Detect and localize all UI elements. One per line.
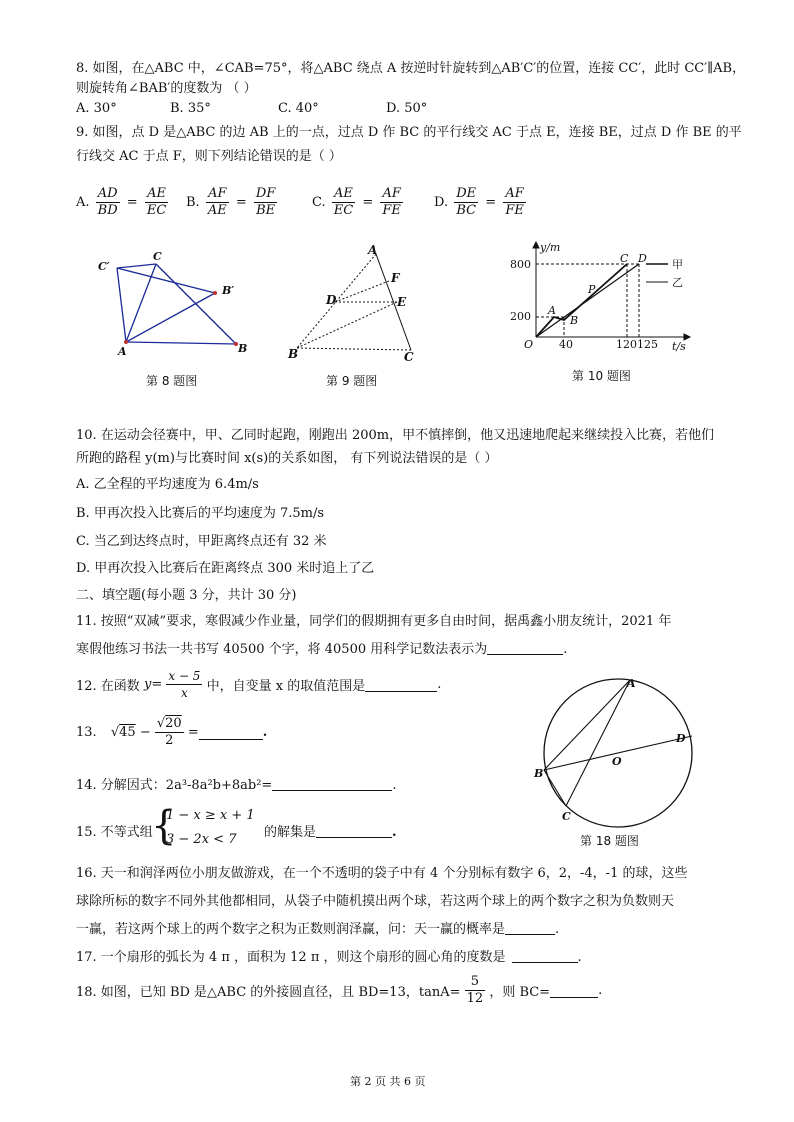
line-jia bbox=[536, 264, 627, 337]
y-tick-200: 200 bbox=[510, 310, 531, 323]
q15-pre: 15. 不等式组 bbox=[76, 825, 153, 840]
label-c: C bbox=[562, 810, 571, 823]
label-b1: B′ bbox=[222, 284, 235, 297]
q11-line2: 寒假他练习书法一共书写 40500 个字，将 40500 用科学记数法表示为 . bbox=[76, 642, 568, 657]
q9-line2: 行线交 AC 于点 F，则下列结论错误的是（ ） bbox=[76, 149, 342, 164]
label-d: D bbox=[326, 293, 337, 307]
point-d-label: D bbox=[638, 252, 647, 265]
figure-10 bbox=[504, 240, 704, 355]
q16-line1: 16. 天一和润泽两位小朋友做游戏，在一个不透明的袋子中有 4 个分别标有数字 6，2，-4，-1 的球，这些 bbox=[76, 866, 688, 881]
x-tick-40: 40 bbox=[559, 338, 573, 351]
figure-9 bbox=[284, 240, 434, 365]
point-b1 bbox=[213, 291, 217, 295]
label-c1: C′ bbox=[98, 260, 110, 273]
q11-line1: 11. 按照“双减”要求，寒假减少作业量，同学们的假期拥有更多自由时间，据禹鑫小朋友统计，2021 年 bbox=[76, 614, 672, 629]
q10-line2: 所跑的路程 y(m)与比赛时间 x(s)的关系如图， 有下列说法错误的是（ ） bbox=[76, 451, 498, 466]
figure-18 bbox=[530, 670, 700, 830]
segment-b-c bbox=[544, 770, 566, 806]
q10-option-b: B. 甲再次投入比赛后的平均速度为 7.5m/s bbox=[76, 506, 325, 521]
q17: 17. 一个扇形的弧长为 4 π ，面积为 12 π ，则这个扇形的圆心角的度数是 . bbox=[76, 950, 582, 965]
q13: 13. √45 − $\frac{√20}{2}$ = . bbox=[76, 716, 268, 748]
q12-answer-blank[interactable] bbox=[365, 677, 437, 692]
y-axis-arrow bbox=[533, 242, 539, 248]
q10-option-c: C. 当乙到达终点时，甲距离终点还有 32 米 bbox=[76, 534, 327, 549]
q14-answer-blank[interactable] bbox=[272, 776, 392, 791]
q8-option-d: D. 50° bbox=[386, 101, 428, 116]
label-b: B bbox=[238, 342, 248, 355]
label-d: D bbox=[676, 732, 686, 745]
q16-line2: 球除所标的数字不同外其他都相同，从袋子中随机摸出两个球，若这两个球上的两个数字之积为负数则天 bbox=[76, 894, 675, 909]
q10-option-d: D. 甲再次投入比赛后在距离终点 300 米时追上了乙 bbox=[76, 561, 375, 576]
segment-a-c bbox=[126, 264, 156, 342]
segment-c1-b1 bbox=[117, 268, 215, 293]
legend-yi-label: 乙 bbox=[672, 276, 683, 289]
q10-option-a: A. 乙全程的平均速度为 6.4m/s bbox=[76, 477, 259, 492]
segment-c1-a bbox=[117, 268, 126, 342]
x-axis-label: t/s bbox=[672, 340, 686, 353]
figure-18-caption: 第 18 题图 bbox=[580, 834, 639, 848]
label-b: B bbox=[288, 347, 299, 361]
q15-answer-blank[interactable] bbox=[316, 823, 392, 838]
label-c: C bbox=[404, 350, 414, 364]
figure-10-caption: 第 10 题图 bbox=[572, 369, 631, 383]
origin-label: O bbox=[524, 338, 534, 351]
legend-jia-label: 甲 bbox=[672, 258, 683, 271]
q9-line1: 9. 如图，点 D 是△ABC 的边 AB 上的一点，过点 D 作 BC 的平行线交 AC 于点 E，连接 BE，过点 D 作 BE 的平 bbox=[76, 125, 742, 140]
label-c: C bbox=[153, 250, 162, 263]
label-f: F bbox=[391, 271, 400, 285]
figure-8-caption: 第 8 题图 bbox=[146, 374, 198, 388]
page-footer: 第 2 页 共 6 页 bbox=[350, 1075, 426, 1088]
q8-option-a: A. 30° bbox=[76, 101, 117, 116]
y-axis-label: y/m bbox=[540, 241, 561, 254]
q9-option-d: D. $\frac{DE}{BC}$ = $\frac{AF}{FE}$ bbox=[434, 186, 524, 218]
q8-line1: 8. 如图，在△ABC 中，∠CAB=75°，将△ABC 绕点 A 按逆时针旋转到△AB′C′的位置，连接 CC′，此时 CC′∥AB， bbox=[76, 61, 746, 76]
q16-answer-blank[interactable] bbox=[505, 920, 555, 935]
figure-8 bbox=[96, 248, 266, 368]
q14: 14. 分解因式：2a³-8a²b+8ab²= . bbox=[76, 778, 397, 793]
label-a: A bbox=[627, 677, 636, 690]
segment-a-c bbox=[566, 680, 630, 806]
q8-option-b: B. 35° bbox=[170, 101, 211, 116]
q8-line2: 则旋转角∠BAB′的度数为 （ ） bbox=[76, 81, 257, 96]
q17-answer-blank[interactable] bbox=[512, 948, 578, 963]
q11-answer-blank[interactable] bbox=[487, 640, 563, 655]
q15-inequality-2: 3 − 2x < 7 bbox=[166, 832, 237, 847]
y-tick-800: 800 bbox=[510, 258, 531, 271]
q18-answer-blank[interactable] bbox=[550, 983, 598, 998]
q15-brace: { bbox=[151, 803, 177, 849]
point-p-label: P bbox=[588, 283, 596, 296]
segment-b-c bbox=[297, 348, 411, 350]
segment-b-e bbox=[297, 302, 397, 348]
q13-answer-blank[interactable] bbox=[199, 725, 263, 740]
q8-option-c: C. 40° bbox=[278, 101, 319, 116]
segment-a-b1 bbox=[126, 293, 215, 342]
segment-d-f bbox=[335, 281, 389, 302]
segment-c1-c bbox=[117, 264, 156, 268]
figure-9-caption: 第 9 题图 bbox=[326, 374, 378, 388]
q10-line1: 10. 在运动会径赛中，甲、乙同时起跑，刚跑出 200m，甲不慎摔倒，他又迅速地爬起来继续投入比赛，若他们 bbox=[76, 428, 715, 443]
label-o: O bbox=[612, 755, 622, 768]
section-title-fill-in: 二、填空题(每小题 3 分，共计 30 分) bbox=[76, 588, 297, 603]
label-b: B bbox=[534, 767, 544, 780]
segment-a-b bbox=[126, 342, 236, 344]
q18: 18. 如图，已知 BD 是△ABC 的外接圆直径，且 BD=13，tanA= $\frac{5}{12}$ ，则 BC= . bbox=[76, 974, 603, 1006]
point-a bbox=[124, 340, 128, 344]
q15-inequality-1: 1 − x ≥ x + 1 bbox=[166, 808, 255, 823]
q16-line3: 一赢，若这两个球上的两个数字之积为正数则润泽赢，问：天一赢的概率是 . bbox=[76, 922, 560, 937]
label-e: E bbox=[397, 295, 407, 309]
point-c-label: C bbox=[620, 252, 629, 265]
q9-option-a: A. $\frac{AD}{BD}$ = $\frac{AE}{EC}$ bbox=[76, 186, 167, 218]
q9-option-b: B. $\frac{AF}{AE}$ = $\frac{DF}{BE}$ bbox=[186, 186, 276, 218]
point-a-label: A bbox=[548, 304, 556, 317]
label-a: A bbox=[368, 243, 378, 257]
point-b-label: B bbox=[570, 314, 579, 327]
line-yi bbox=[536, 264, 639, 337]
q15-post: 的解集是 . bbox=[264, 825, 397, 840]
x-tick-120125: 120125 bbox=[616, 338, 658, 351]
q9-option-c: C. $\frac{AE}{EC}$ = $\frac{AF}{FE}$ bbox=[312, 186, 401, 218]
q12: 12. 在函数 y= $\frac{x - 5}{x}$ 中，自变量 x 的取值范围是 . bbox=[76, 669, 442, 700]
label-a: A bbox=[118, 345, 127, 358]
